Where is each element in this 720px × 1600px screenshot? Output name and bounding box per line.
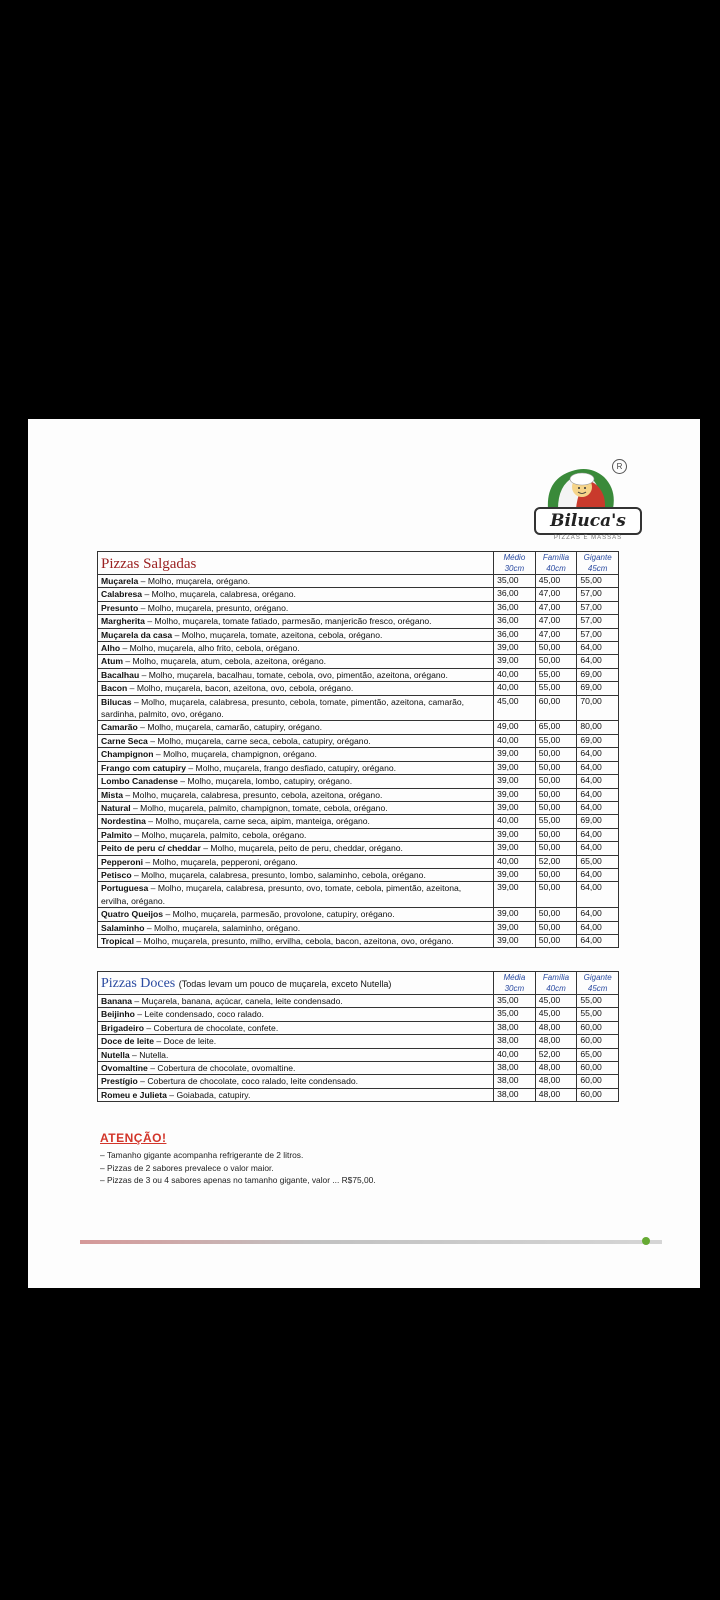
item-name: Banana — [101, 996, 133, 1006]
item-description — [98, 908, 494, 921]
menu-row — [98, 815, 619, 828]
menu-row — [98, 995, 619, 1008]
menu-row — [98, 748, 619, 761]
item-price: 39,00 — [494, 748, 536, 761]
salgadas-table — [97, 551, 619, 948]
item-price: 45,00 — [535, 575, 577, 588]
item-description — [98, 1035, 494, 1048]
item-price: 40,00 — [494, 682, 536, 695]
item-price: 48,00 — [535, 1088, 577, 1101]
item-name: Camarão — [101, 722, 138, 733]
doces-note: (Todas levam um pouco de muçarela, exceto Nutella) — [178, 979, 392, 989]
col-medio: Médio 30cm — [494, 552, 536, 575]
item-price: 38,00 — [494, 1021, 536, 1034]
item-name: Doce de leite — [101, 1036, 155, 1047]
item-price: 39,00 — [494, 642, 536, 655]
item-price: 50,00 — [535, 908, 577, 921]
item-description — [98, 642, 494, 655]
item-price: 64,00 — [577, 801, 619, 814]
item-price: 48,00 — [535, 1035, 577, 1048]
item-description — [98, 748, 494, 761]
doces-title: Pizzas Doces (Todas levam um pouco de muçarela, exceto Nutella) — [98, 972, 494, 995]
item-price: 48,00 — [535, 1062, 577, 1075]
item-name: Tropical — [101, 935, 134, 946]
item-ingredients: – Molho, muçarela, calabresa, orégano. — [142, 589, 296, 600]
item-price: 55,00 — [535, 668, 577, 681]
col-familia-doces: Família 40cm — [535, 972, 577, 995]
item-name: Presunto — [101, 602, 139, 613]
item-price: 64,00 — [577, 921, 619, 934]
item-price: 70,00 — [577, 695, 619, 721]
menu-row — [98, 788, 619, 801]
item-price: 38,00 — [494, 1035, 536, 1048]
item-description — [98, 575, 494, 588]
item-description — [98, 882, 494, 908]
item-price: 52,00 — [535, 1048, 577, 1061]
item-price: 47,00 — [535, 628, 577, 641]
item-ingredients: – Molho, muçarela, presunto, orégano. — [138, 602, 289, 613]
item-description — [98, 1075, 494, 1088]
item-price: 64,00 — [577, 934, 619, 947]
menu-row — [98, 655, 619, 668]
item-price: 64,00 — [577, 775, 619, 788]
menu-row — [98, 628, 619, 641]
item-price: 36,00 — [494, 601, 536, 614]
salgadas-title: Pizzas Salgadas — [98, 552, 494, 575]
item-name: Frango com catupiry — [101, 762, 186, 773]
col-media: Média 30cm — [494, 972, 536, 995]
item-name: Pepperoni — [101, 856, 144, 867]
item-price: 40,00 — [494, 668, 536, 681]
menu-page — [28, 419, 700, 1288]
item-price: 60,00 — [577, 1021, 619, 1034]
menu-row — [98, 855, 619, 868]
item-name: Salaminho — [101, 922, 145, 933]
item-price: 55,00 — [535, 734, 577, 747]
item-description — [98, 934, 494, 947]
item-price: 55,00 — [577, 575, 619, 588]
item-price: 50,00 — [535, 761, 577, 774]
item-ingredients: – Molho, muçarela, bacon, azeitona, ovo, cebola, orégano. — [127, 683, 354, 694]
item-ingredients: – Molho, muçarela, calabresa, presunto, ovo, tomate, cebola, pimentão, azeitona, ervilha, orégano. — [101, 883, 462, 906]
item-price: 38,00 — [494, 1088, 536, 1101]
item-price: 38,00 — [494, 1075, 536, 1088]
note-item: – Pizzas de 3 ou 4 sabores apenas no tamanho gigante, valor ... R$75,00. — [100, 1175, 376, 1185]
item-price: 57,00 — [577, 588, 619, 601]
item-price: 69,00 — [577, 682, 619, 695]
item-price: 39,00 — [494, 775, 536, 788]
item-description — [98, 668, 494, 681]
menu-row — [98, 1075, 619, 1088]
item-price: 69,00 — [577, 815, 619, 828]
item-price: 50,00 — [535, 655, 577, 668]
item-price: 50,00 — [535, 934, 577, 947]
item-name: Palmito — [101, 829, 133, 840]
item-description — [98, 588, 494, 601]
item-ingredients: – Molho, muçarela, presunto, milho, ervilha, cebola, bacon, azeitona, ovo, orégano. — [133, 935, 454, 946]
item-ingredients: – Molho, muçarela, carne seca, cebola, catupiry, orégano. — [147, 735, 371, 746]
registered-mark: R — [612, 459, 627, 474]
item-price: 50,00 — [535, 642, 577, 655]
item-name: Portuguesa — [101, 883, 149, 894]
item-name: Carne Seca — [101, 735, 148, 746]
item-price: 36,00 — [494, 628, 536, 641]
item-ingredients: – Molho, muçarela, champignon, orégano. — [153, 749, 317, 760]
item-description — [98, 1048, 494, 1061]
item-price: 52,00 — [535, 855, 577, 868]
item-name: Bilucas — [101, 696, 132, 707]
item-name: Brigadeiro — [101, 1022, 144, 1033]
item-ingredients: – Nutella. — [129, 1049, 169, 1060]
menu-row — [98, 615, 619, 628]
item-ingredients: – Molho, muçarela, orégano. — [138, 576, 251, 586]
item-price: 39,00 — [494, 868, 536, 881]
item-ingredients: – Molho, muçarela, palmito, champignon, tomate, cebola, orégano. — [130, 802, 388, 813]
doces-header — [98, 972, 619, 995]
item-price: 39,00 — [494, 934, 536, 947]
item-name: Lombo Canadense — [101, 776, 178, 787]
item-price: 50,00 — [535, 775, 577, 788]
menu-row — [98, 828, 619, 841]
item-ingredients: – Molho, muçarela, pepperoni, orégano. — [143, 856, 298, 867]
menu-row — [98, 695, 619, 721]
item-name: Calabresa — [101, 589, 143, 600]
item-price: 50,00 — [535, 842, 577, 855]
item-price: 64,00 — [577, 828, 619, 841]
item-name: Muçarela — [101, 576, 139, 586]
menu-row — [98, 761, 619, 774]
item-ingredients: – Molho, muçarela, calabresa, presunto, lombo, salaminho, cebola, orégano. — [131, 869, 426, 880]
item-ingredients: – Molho, muçarela, calabresa, presunto, cebola, azeitona, orégano. — [122, 789, 383, 800]
item-price: 65,00 — [535, 721, 577, 734]
item-description — [98, 775, 494, 788]
item-description — [98, 855, 494, 868]
item-ingredients: – Molho, muçarela, carne seca, aipim, manteiga, orégano. — [145, 816, 370, 827]
item-ingredients: – Molho, muçarela, parmesão, provolone, catupiry, orégano. — [163, 909, 395, 920]
item-price: 64,00 — [577, 842, 619, 855]
menu-row — [98, 775, 619, 788]
item-price: 69,00 — [577, 668, 619, 681]
item-name: Nutella — [101, 1049, 130, 1060]
item-price: 47,00 — [535, 588, 577, 601]
item-price: 64,00 — [577, 761, 619, 774]
item-description — [98, 655, 494, 668]
item-price: 39,00 — [494, 908, 536, 921]
item-name: Atum — [101, 656, 123, 667]
item-ingredients: – Cobertura de chocolate, confete. — [143, 1022, 279, 1033]
item-price: 36,00 — [494, 615, 536, 628]
item-ingredients: – Molho, muçarela, bacalhau, tomate, cebola, ovo, pimentão, azeitona, orégano. — [139, 669, 448, 680]
item-description — [98, 628, 494, 641]
item-name: Muçarela da casa — [101, 629, 173, 640]
brand-tagline: PIZZAS E MASSAS — [553, 535, 623, 541]
item-description — [98, 761, 494, 774]
menu-row — [98, 842, 619, 855]
menu-row — [98, 642, 619, 655]
item-name: Prestígio — [101, 1076, 138, 1087]
menu-row — [98, 801, 619, 814]
item-description — [98, 734, 494, 747]
item-price: 50,00 — [535, 828, 577, 841]
item-price: 64,00 — [577, 642, 619, 655]
item-ingredients: – Molho, muçarela, alho frito, cebola, orégano. — [120, 643, 300, 654]
menu-row — [98, 1088, 619, 1101]
item-description — [98, 682, 494, 695]
item-price: 35,00 — [494, 575, 536, 588]
item-name: Quatro Queijos — [101, 909, 164, 920]
item-description — [98, 1021, 494, 1034]
note-item: – Tamanho gigante acompanha refrigerante de 2 litros. — [100, 1150, 304, 1160]
item-name: Peito de peru c/ cheddar — [101, 843, 201, 854]
item-ingredients: – Molho, muçarela, palmito, cebola, orégano. — [132, 829, 307, 840]
col-gigante-doces: Gigante 45cm — [577, 972, 619, 995]
item-price: 39,00 — [494, 655, 536, 668]
item-price: 50,00 — [535, 788, 577, 801]
note-item: – Pizzas de 2 sabores prevalece o valor maior. — [100, 1162, 274, 1173]
item-price: 35,00 — [494, 995, 536, 1008]
item-description — [98, 842, 494, 855]
item-price: 55,00 — [535, 815, 577, 828]
item-description — [98, 1008, 494, 1021]
item-price: 49,00 — [494, 721, 536, 734]
item-price: 35,00 — [494, 1008, 536, 1021]
item-description — [98, 868, 494, 881]
item-price: 39,00 — [494, 882, 536, 908]
item-price: 40,00 — [494, 855, 536, 868]
item-price: 45,00 — [494, 695, 536, 721]
item-price: 55,00 — [535, 682, 577, 695]
item-ingredients: – Doce de leite. — [154, 1036, 217, 1047]
item-price: 39,00 — [494, 921, 536, 934]
item-ingredients: – Molho, muçarela, salaminho, orégano. — [144, 922, 301, 933]
menu-row — [98, 1035, 619, 1048]
item-price: 80,00 — [577, 721, 619, 734]
item-price: 48,00 — [535, 1075, 577, 1088]
menu-row — [98, 1048, 619, 1061]
item-name: Natural — [101, 802, 131, 813]
item-price: 69,00 — [577, 734, 619, 747]
item-description — [98, 721, 494, 734]
item-price: 57,00 — [577, 615, 619, 628]
menu-row — [98, 588, 619, 601]
item-name: Nordestina — [101, 816, 146, 827]
item-name: Ovomaltine — [101, 1063, 148, 1074]
item-ingredients: – Molho, muçarela, tomate, azeitona, cebola, orégano. — [172, 629, 383, 640]
item-description — [98, 815, 494, 828]
item-price: 55,00 — [577, 995, 619, 1008]
item-name: Alho — [101, 643, 121, 654]
item-ingredients: – Molho, muçarela, camarão, catupiry, orégano. — [137, 722, 323, 733]
item-price: 55,00 — [577, 1008, 619, 1021]
item-price: 50,00 — [535, 868, 577, 881]
attention-notes — [100, 1149, 376, 1187]
col-familia: Família 40cm — [535, 552, 577, 575]
brand-name: Biluca's — [534, 507, 642, 535]
item-price: 57,00 — [577, 601, 619, 614]
item-name: Romeu e Julieta — [101, 1089, 167, 1100]
item-ingredients: – Cobertura de chocolate, ovomaltine. — [147, 1063, 296, 1074]
menu-row — [98, 575, 619, 588]
item-price: 40,00 — [494, 815, 536, 828]
item-price: 64,00 — [577, 748, 619, 761]
item-price: 50,00 — [535, 748, 577, 761]
footer-bar — [80, 1240, 662, 1244]
item-price: 64,00 — [577, 882, 619, 908]
menu-row — [98, 934, 619, 947]
item-description — [98, 1062, 494, 1075]
menu-row — [98, 882, 619, 908]
menu-row — [98, 868, 619, 881]
item-name: Beijinho — [101, 1009, 135, 1020]
item-price: 60,00 — [535, 695, 577, 721]
item-price: 60,00 — [577, 1035, 619, 1048]
item-description — [98, 601, 494, 614]
item-price: 39,00 — [494, 788, 536, 801]
item-price: 57,00 — [577, 628, 619, 641]
item-description — [98, 828, 494, 841]
salgadas-header — [98, 552, 619, 575]
item-price: 45,00 — [535, 1008, 577, 1021]
menu-row — [98, 721, 619, 734]
item-ingredients: – Leite condensado, coco ralado. — [134, 1009, 264, 1020]
item-name: Champignon — [101, 749, 154, 760]
menu-row — [98, 682, 619, 695]
item-name: Bacon — [101, 683, 128, 694]
menu-row — [98, 601, 619, 614]
item-price: 60,00 — [577, 1062, 619, 1075]
menu-row — [98, 1062, 619, 1075]
menu-row — [98, 1021, 619, 1034]
menu-row — [98, 734, 619, 747]
item-price: 39,00 — [494, 801, 536, 814]
item-price: 50,00 — [535, 882, 577, 908]
item-price: 39,00 — [494, 761, 536, 774]
item-description — [98, 921, 494, 934]
item-description — [98, 995, 494, 1008]
item-price: 65,00 — [577, 855, 619, 868]
menu-row — [98, 1008, 619, 1021]
item-price: 64,00 — [577, 655, 619, 668]
item-price: 65,00 — [577, 1048, 619, 1061]
item-price: 38,00 — [494, 1062, 536, 1075]
item-description — [98, 1088, 494, 1101]
item-description — [98, 615, 494, 628]
item-name: Bacalhau — [101, 669, 140, 680]
item-price: 45,00 — [535, 995, 577, 1008]
item-ingredients: – Molho, muçarela, frango desfiado, catupiry, orégano. — [186, 762, 397, 773]
item-price: 36,00 — [494, 588, 536, 601]
item-price: 60,00 — [577, 1088, 619, 1101]
item-ingredients: – Molho, muçarela, atum, cebola, azeitona, orégano. — [122, 656, 326, 667]
item-ingredients: – Cobertura de chocolate, coco ralado, leite condensado. — [137, 1076, 359, 1087]
item-price: 50,00 — [535, 921, 577, 934]
item-name: Petisco — [101, 869, 132, 880]
item-name: Margherita — [101, 616, 145, 627]
item-ingredients: – Molho, muçarela, peito de peru, cheddar, orégano. — [200, 843, 403, 854]
col-gigante: Gigante 45cm — [577, 552, 619, 575]
item-price: 48,00 — [535, 1021, 577, 1034]
item-price: 47,00 — [535, 615, 577, 628]
item-ingredients: – Molho, muçarela, calabresa, presunto, cebola, tomate, pimentão, azeitona, camarão, sardinha, palmito, ovo, orégano. — [101, 696, 465, 720]
menu-row — [98, 908, 619, 921]
menu-row — [98, 668, 619, 681]
item-description — [98, 695, 494, 721]
item-price: 64,00 — [577, 908, 619, 921]
item-ingredients: – Molho, muçarela, tomate fatiado, parmesão, manjericão fresco, orégano. — [144, 616, 432, 627]
item-price: 47,00 — [535, 601, 577, 614]
item-price: 39,00 — [494, 828, 536, 841]
item-ingredients: – Muçarela, banana, açúcar, canela, leite condensado. — [132, 996, 343, 1006]
doces-table — [97, 971, 619, 1102]
item-price: 39,00 — [494, 842, 536, 855]
item-price: 40,00 — [494, 734, 536, 747]
item-name: Mista — [101, 789, 123, 800]
item-description — [98, 801, 494, 814]
menu-row — [98, 921, 619, 934]
item-ingredients: – Molho, muçarela, lombo, catupiry, orégano. — [177, 776, 353, 787]
item-description — [98, 788, 494, 801]
item-price: 64,00 — [577, 788, 619, 801]
item-price: 60,00 — [577, 1075, 619, 1088]
attention-title: ATENÇÃO! — [100, 1131, 167, 1145]
item-price: 64,00 — [577, 868, 619, 881]
item-ingredients: – Goiabada, catupiry. — [166, 1089, 251, 1100]
item-price: 40,00 — [494, 1048, 536, 1061]
item-price: 50,00 — [535, 801, 577, 814]
footer-dot — [642, 1237, 650, 1245]
